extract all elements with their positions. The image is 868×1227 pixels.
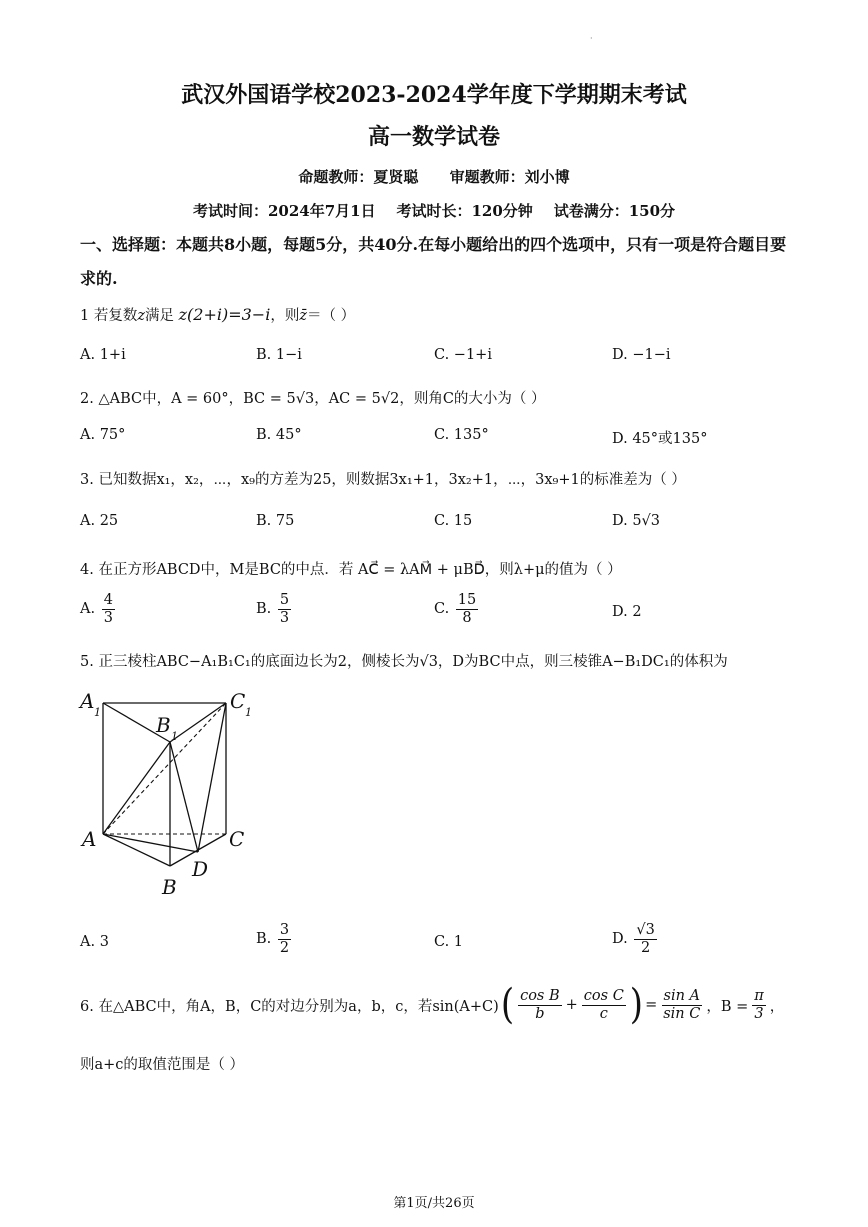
q1-zbar: z̄ <box>299 308 307 324</box>
q3-option-d: D. 5√3 <box>612 513 661 529</box>
q5-option-a: A. 3 <box>80 934 109 950</box>
q1-option-a: A. 1+i <box>80 347 126 363</box>
label-c1-sub: 1 <box>245 706 252 719</box>
q5-option-d <box>612 922 659 956</box>
section-heading: 一、选择题：本题共8小题，每题5分，共40分.在每小题给出的四个选项中，只有一项是符合题目要求的. <box>80 235 787 288</box>
q5-option-d-label: D. <box>612 931 628 948</box>
label-d: D <box>192 857 209 881</box>
label-c1: C <box>230 689 246 713</box>
label-b1: B <box>156 713 171 737</box>
q1-equation: z(2+i)=3−i <box>178 305 271 324</box>
q6-line2: 则a+c的取值范围是（ ） <box>80 1057 245 1073</box>
edge-dc1 <box>198 703 226 852</box>
q6-text-b: ，B = <box>706 998 749 1015</box>
q4-option-c-label: C. <box>434 601 450 618</box>
question-6-stem <box>80 981 785 1030</box>
page-footer: 第1页/共26页 <box>393 1196 475 1211</box>
label-b1-sub: 1 <box>171 730 178 743</box>
q5-option-b-den: 2 <box>279 939 290 956</box>
q5-option-c: C. 1 <box>434 934 464 950</box>
q4-option-b <box>256 592 293 626</box>
q1-text-a: 1 若复数 <box>80 308 138 324</box>
q4-option-a <box>80 592 117 626</box>
q4-option-a-label: A. <box>80 601 96 618</box>
teachers-line: 命题教师：夏贤聪 审题教师：刘小博 <box>298 168 570 186</box>
q1-text-b: 满足 <box>144 308 174 324</box>
prism-figure <box>74 686 274 906</box>
q1-text-c: ，则 <box>270 308 300 324</box>
q5-option-d-den: 2 <box>640 939 651 956</box>
exam-title: 武汉外国语学校2023-2024学年度下学期期末考试 <box>181 82 687 108</box>
q2-option-a: A. 75° <box>80 427 126 443</box>
q4-option-c <box>434 592 480 626</box>
q6-equals: = <box>645 997 658 1014</box>
q5-option-b <box>256 922 293 956</box>
q1-text-d: ＝（ ） <box>306 308 356 324</box>
q3-option-b: B. 75 <box>256 513 295 529</box>
q3-option-c: C. 15 <box>434 513 473 529</box>
q6-plus: + <box>565 997 578 1014</box>
q6-frac4-num: π <box>754 988 764 1004</box>
q4-option-b-num: 5 <box>279 592 290 608</box>
label-a1-sub: 1 <box>94 706 101 719</box>
edge-ad <box>103 834 198 852</box>
label-a1: A <box>80 689 95 713</box>
q2-option-c: C. 135° <box>434 427 489 443</box>
q6-frac1-num: cos B <box>520 988 560 1004</box>
q4-option-b-den: 3 <box>279 609 290 626</box>
q4-option-a-num: 4 <box>103 592 113 608</box>
q1-option-b: B. 1−i <box>256 347 302 363</box>
q6-frac4-den: 3 <box>754 1005 764 1022</box>
decor-dot: · <box>590 34 593 43</box>
q2-option-b: B. 45° <box>256 427 302 443</box>
question-3-stem: 3. 已知数据x₁，x₂，⋯，x₉的方差为25，则数据3x₁+1，3x₂+1，⋯，3x₉+1的标准差为（ ） <box>80 472 686 488</box>
q6-frac2-num: cos C <box>583 988 624 1004</box>
q6-text-a: 6. 在△ABC中，角A，B，C的对边分别为a，b，c，若sin(A+C) <box>80 998 499 1015</box>
q4-option-d: D. 2 <box>612 604 642 620</box>
q4-option-c-den: 8 <box>462 609 472 626</box>
label-c: C <box>229 827 245 851</box>
q6-paren-open: ( <box>500 981 515 1030</box>
q6-text-c: ， <box>769 998 785 1015</box>
q2-option-d: D. 45°或135° <box>612 431 708 447</box>
q4-option-c-num: 15 <box>457 592 477 608</box>
edge-b1c1 <box>170 703 226 742</box>
q3-option-a: A. 25 <box>80 513 119 529</box>
label-a: A <box>82 827 97 851</box>
q6-frac1-den: b <box>535 1005 545 1022</box>
q6-frac2-den: c <box>599 1005 608 1022</box>
question-4-stem: 4. 在正方形ABCD中，M是BC的中点．若 AC⃗ = λAM⃗ + μBD⃗，则λ+μ的值为（ ） <box>80 562 622 578</box>
q4-option-b-label: B. <box>256 601 272 618</box>
q1-option-c: C. −1+i <box>434 347 492 363</box>
q6-frac3-num: sin A <box>663 988 701 1004</box>
q6-frac3-den: sin C <box>663 1005 701 1022</box>
exam-info-line: 考试时间：2024年7月1日 考试时长：120分钟 试卷满分：150分 <box>192 202 676 220</box>
exam-subtitle: 高一数学试卷 <box>367 124 500 150</box>
q5-option-b-label: B. <box>256 931 272 948</box>
edge-ab1 <box>103 742 170 834</box>
q6-paren-close: ) <box>629 981 644 1030</box>
q1-option-d: D. −1−i <box>612 347 671 363</box>
q5-option-d-num: √3 <box>636 922 655 938</box>
question-2-stem: 2. △ABC中，A = 60°，BC = 5√3，AC = 5√2，则角C的大小为（ ） <box>80 391 546 407</box>
edge-b1d <box>170 742 198 852</box>
question-5-stem: 5. 正三棱柱ABC−A₁B₁C₁的底面边长为2，侧棱长为√3，D为BC中点，则三棱锥A−B₁DC₁的体积为 <box>80 654 728 670</box>
question-1-stem <box>80 304 355 325</box>
edge-ab <box>103 834 170 866</box>
q1-var-z: z <box>137 308 145 324</box>
label-b: B <box>162 875 177 899</box>
q4-option-a-den: 3 <box>103 609 113 626</box>
q5-option-b-num: 3 <box>279 922 290 938</box>
